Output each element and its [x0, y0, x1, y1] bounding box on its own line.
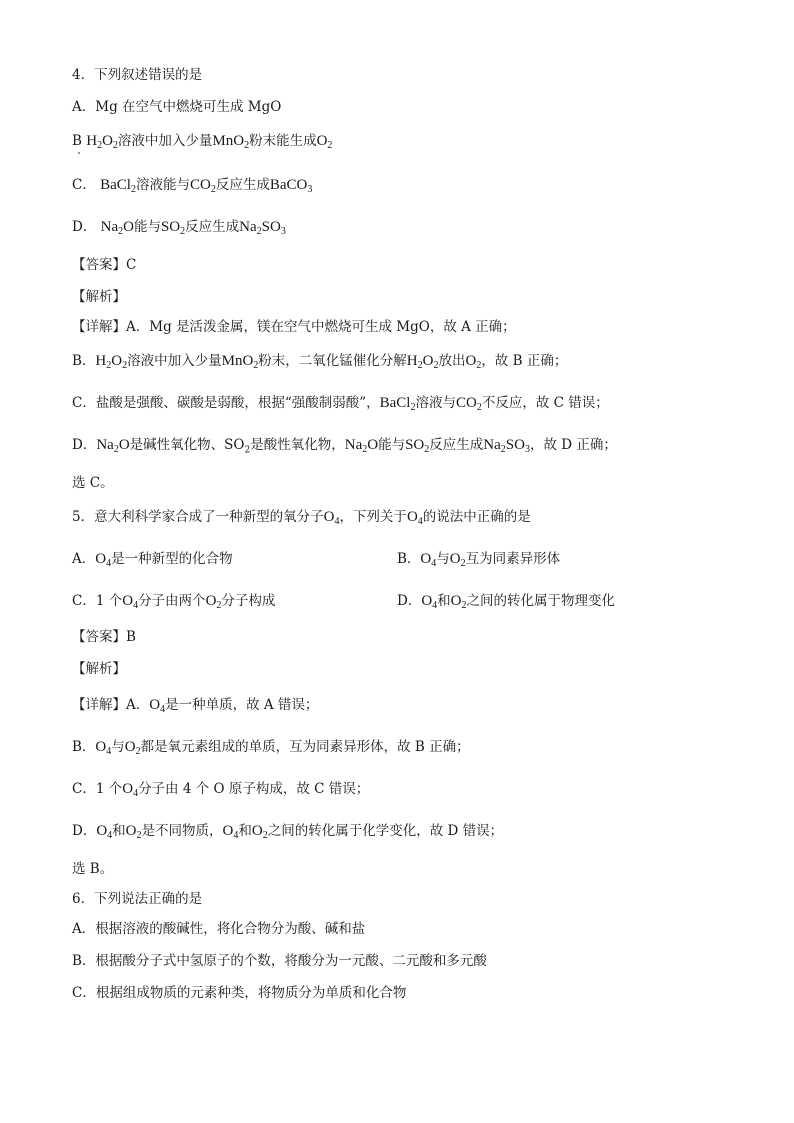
- q4-detail-d: D．$Na_2O$是碱性氧化物、$SO_2$是酸性氧化物，$Na_2O$能与$SO_2$反应生成$Na_2SO_3$，故 D 正确；: [72, 437, 617, 456]
- formula-bacl2: BaCl$_2$: [100, 177, 136, 195]
- q6-option-a: A．根据溶液的酸碱性，将化合物分为酸、碱和盐: [72, 921, 366, 937]
- formula-co2: $CO_2$: [189, 177, 216, 195]
- formula-o4: $O_4$: [406, 509, 423, 527]
- formula-o4: $O_4$: [222, 823, 239, 841]
- stray-dot: [78, 152, 80, 154]
- formula-o2: $O_2$: [449, 551, 466, 569]
- q4-option-c: C． BaCl$_2$溶液能与$CO_2$反应生成BaCO$_3$: [72, 177, 313, 195]
- formula-o2: $O_2$: [316, 133, 333, 151]
- q5-detail-c: C．1 个$O_4$分子由 4 个 O 原子构成，故 C 错误；: [72, 781, 370, 799]
- formula-o4: $O_4$: [420, 551, 437, 569]
- q6-option-c: C．根据组成物质的元素种类，将物质分为单质和化合物: [72, 985, 407, 1001]
- q5-answer: 【答案】B: [72, 629, 136, 645]
- formula-h2o2: $H_2O_2$: [406, 353, 439, 371]
- formula-o4: $O_4$: [122, 593, 139, 611]
- formula-so2: $SO_2$: [160, 219, 186, 237]
- formula-o2: $O_2$: [205, 593, 222, 611]
- formula-o4: $O_4$: [96, 823, 113, 841]
- q6-stem: 6．下列说法正确的是: [72, 891, 203, 907]
- q4-detail-a: 【详解】A．Mg 是活泼金属，镁在空气中燃烧可生成 MgO，故 A 正确；: [72, 319, 516, 335]
- q5-option-b: B．$O_4$与$O_2$互为同素异形体: [397, 551, 561, 569]
- q5-choice: 选 B。: [72, 861, 114, 877]
- formula-o4: $O_4$: [421, 593, 438, 611]
- formula-mno2: MnO$_2$: [212, 133, 250, 151]
- q4-answer: 【答案】C: [72, 257, 137, 273]
- q4-choice: 选 C。: [72, 475, 114, 491]
- q4-analysis-heading: 【解析】: [72, 289, 126, 305]
- q5-detail-a: 【详解】A．$O_4$是一种单质，故 A 错误；: [72, 697, 319, 715]
- q5-detail-d: D．$O_4$和$O_2$是不同物质，$O_4$和$O_2$之间的转化属于化学变化，故 D 错误；: [72, 823, 504, 841]
- formula-o2: $O_2$: [124, 739, 141, 757]
- q4-option-a: A．Mg 在空气中燃烧可生成 MgO: [72, 99, 282, 115]
- q4-detail-b: B．$H_2O_2$溶液中加入少量MnO$_2$粉末，二氧化锰催化分解$H_2O_2$放出$O_2$，故 B 正确；: [72, 353, 568, 371]
- formula-h2o2: $H_2O_2$: [95, 353, 128, 371]
- formula-o4: $O_4$: [122, 781, 139, 799]
- formula-co2: $CO_2$: [455, 395, 482, 413]
- formula-so2: $SO_2$: [405, 437, 430, 455]
- formula-h2o2: $H_2O_2$: [86, 133, 118, 151]
- formula-o2: $O_2$: [450, 593, 467, 611]
- formula-o2: $O_2$: [251, 823, 268, 841]
- formula-o4: $O_4$: [95, 551, 112, 569]
- formula-bacl2: BaCl$_2$: [379, 395, 416, 413]
- formula-mno2: MnO$_2$: [221, 353, 259, 371]
- formula-na2so3: $Na_2SO_3$: [239, 219, 286, 237]
- q5-analysis-heading: 【解析】: [72, 661, 126, 677]
- q5-option-a: A．$O_4$是一种新型的化合物: [72, 551, 233, 569]
- formula-o4: $O_4$: [149, 697, 166, 715]
- formula-o2: $O_2$: [465, 353, 482, 371]
- formula-na2o: $Na_2O$: [344, 437, 379, 455]
- option-letter: B: [72, 133, 82, 149]
- formula-o2: $O_2$: [125, 823, 142, 841]
- formula-o4: $O_4$: [323, 509, 340, 527]
- q4-option-b: B $H_2O_2$溶液中加入少量MnO$_2$粉末能生成$O_2$: [72, 133, 333, 151]
- formula-na2o: $Na_2O$: [96, 437, 130, 455]
- q5-detail-b: B．$O_4$与$O_2$都是氧元素组成的单质，互为同素异形体，故 B 正确；: [72, 739, 470, 757]
- q5-option-d: D．$O_4$和$O_2$之间的转化属于物理变化: [397, 593, 616, 611]
- q5-option-c: C．1 个$O_4$分子由两个$O_2$分子构成: [72, 593, 276, 611]
- q4-detail-c: C．盐酸是强酸、碳酸是弱酸，根据“强酸制弱酸”，BaCl$_2$溶液与$CO_2$不反应，故 C 错误；: [72, 395, 609, 413]
- q4-option-d: D． $Na_2O$能与$SO_2$反应生成$Na_2SO_3$: [72, 219, 286, 237]
- formula-o4: $O_4$: [95, 739, 112, 757]
- formula-na2so3: $Na_2SO_3$: [483, 437, 530, 455]
- q6-option-b: B．根据酸分子式中氢原子的个数，将酸分为一元酸、二元酸和多元酸: [72, 953, 487, 969]
- formula-na2o: $Na_2O$: [100, 219, 134, 237]
- q5-stem: 5．意大利科学家合成了一种新型的氧分子$O_4$，下列关于$O_4$的说法中正确的是: [72, 509, 531, 527]
- q4-stem: 4．下列叙述错误的是: [72, 67, 203, 83]
- formula-baco3: BaCO$_3$: [269, 177, 313, 195]
